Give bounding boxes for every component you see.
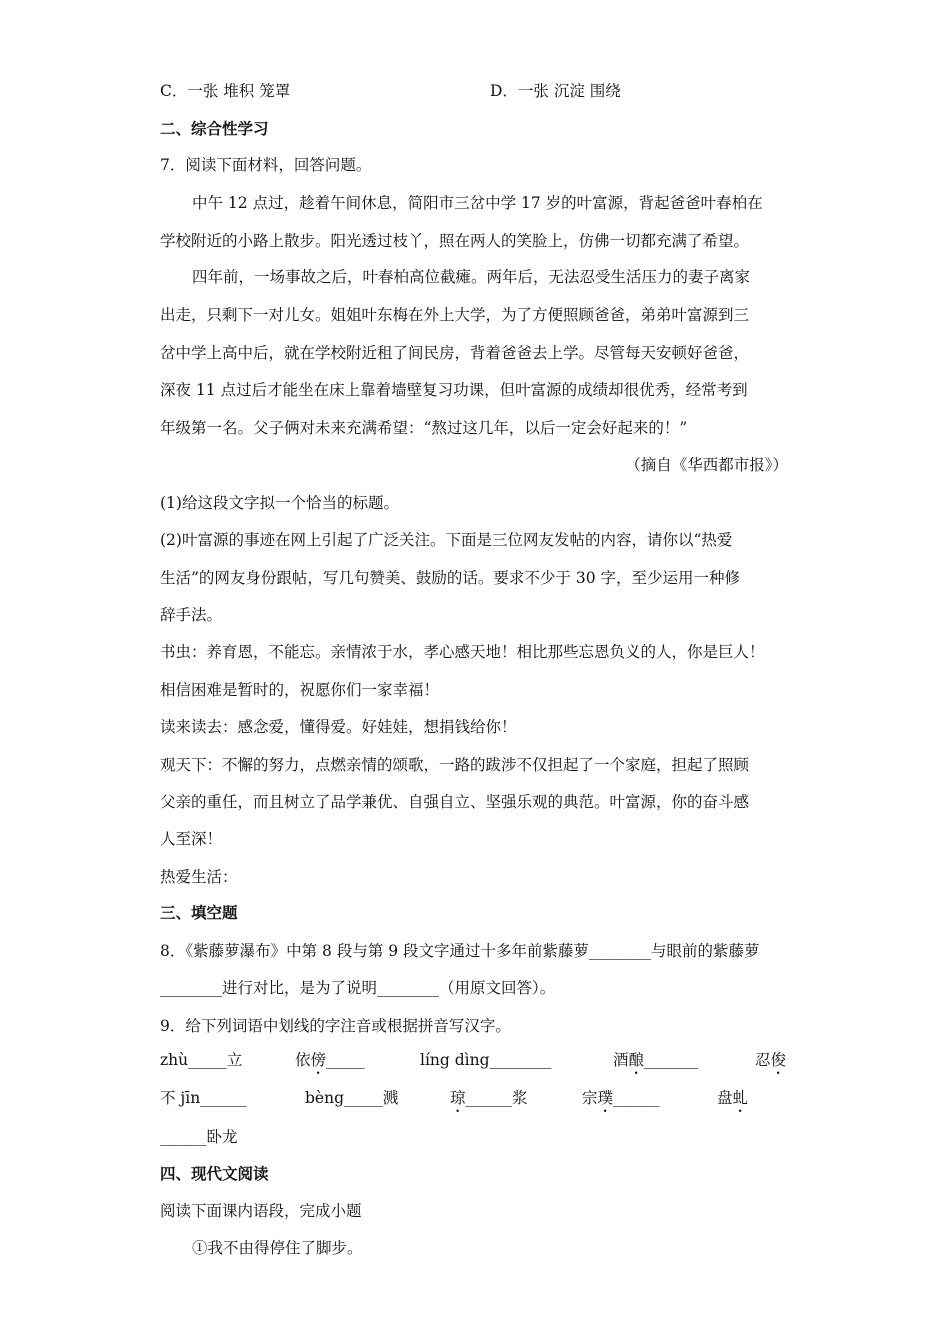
section-heading-2: 二、综合性学习 (160, 119, 269, 138)
netizen-post: 相信困难是暂时的，祝愿你们一家幸福！ (160, 681, 440, 699)
netizen-post: 父亲的重任，而且树立了品学兼优、自强自立、坚强乐观的典范。叶富源，你的奋斗感 (160, 793, 750, 811)
netizen-post: 书虫：养育恩，不能忘。亲情浓于水，孝心感天地！相比那些忘恩负义的人，你是巨人！ (160, 643, 765, 661)
question-8: 8．《紫藤萝瀑布》中第 8 段与第 9 段文字通过十多年前紫藤萝________与眼前的紫藤萝 (160, 942, 760, 960)
passage-line: 中午 12 点过，趁着午间休息，简阳市三岔中学 17 岁的叶富源，背起爸爸叶春柏在 (192, 194, 763, 212)
option-d: D．一张 沉淀 围绕 (490, 82, 621, 100)
question-7-2: 辞手法。 (160, 606, 223, 624)
netizen-post: 人至深！ (160, 830, 223, 848)
pinyin-item: zhù_____立 (160, 1051, 243, 1069)
section-heading-4: 四、现代文阅读 (160, 1164, 269, 1183)
netizen-post: 观天下：不懈的努力，点燃亲情的颂歌，一路的跋涉不仅担起了一个家庭，担起了照顾 (160, 756, 750, 774)
answer-prompt: 热爱生活： (160, 868, 238, 886)
question-7-stem: 7．阅读下面材料，回答问题。 (160, 156, 372, 174)
pinyin-item: 忍俊 (755, 1051, 787, 1069)
pinyin-item: 不 jīn______ (160, 1089, 247, 1107)
pinyin-item: 琼______浆 (450, 1089, 528, 1107)
option-c: C．一张 堆积 笼罩 (160, 82, 291, 100)
reading-paragraph: ①我不由得停住了脚步。 (192, 1239, 363, 1257)
passage-line: 岔中学上高中后，就在学校附近租了间民房，背着爸爸去上学。尽管每天安顿好爸爸， (160, 344, 750, 362)
passage-line: 学校附近的小路上散步。阳光透过枝丫，照在两人的笑脸上，仿佛一切都充满了希望。 (160, 232, 750, 250)
pinyin-item: bèng_____溅 (305, 1089, 399, 1107)
passage-line: 年级第一名。父子俩对未来充满希望：“熬过这几年，以后一定会好起来的！” (160, 419, 688, 437)
pinyin-item: líng dìng________ (420, 1051, 552, 1069)
pinyin-item: 依傍_____ (295, 1051, 365, 1069)
pinyin-item: 盘虬 (717, 1089, 749, 1107)
pinyin-item: 宗璞______ (582, 1089, 660, 1107)
question-7-2: (2)叶富源的事迹在网上引起了广泛关注。下面是三位网友发帖的内容，请你以“热爱 (160, 531, 733, 549)
netizen-post: 读来读去：感念爱，懂得爱。好娃娃，想捐钱给你！ (160, 718, 517, 736)
question-7-2: 生活”的网友身份跟帖，写几句赞美、鼓励的话。要求不少于 30 字，至少运用一种修 (160, 569, 741, 587)
question-8: ________进行对比，是为了说明________（用原文回答）。 (160, 979, 556, 997)
question-7-1: (1)给这段文字拟一个恰当的标题。 (160, 494, 399, 512)
passage-source: （摘自《华西都市报》） (625, 456, 788, 474)
passage-line: 深夜 11 点过后才能坐在床上靠着墙壁复习功课，但叶富源的成绩却很优秀，经常考到 (160, 381, 748, 399)
question-9-stem: 9．给下列词语中划线的字注音或根据拼音写汉字。 (160, 1017, 511, 1035)
pinyin-item: ______卧龙 (160, 1128, 238, 1146)
pinyin-item: 酒酿_______ (613, 1051, 699, 1069)
passage-line: 四年前，一场事故之后，叶春柏高位截瘫。两年后，无法忍受生活压力的妻子离家 (192, 268, 751, 286)
reading-intro: 阅读下面课内语段，完成小题 (160, 1202, 362, 1220)
section-heading-3: 三、填空题 (160, 903, 238, 922)
passage-line: 出走，只剩下一对儿女。姐姐叶东梅在外上大学，为了方便照顾爸爸，弟弟叶富源到三 (160, 306, 750, 324)
